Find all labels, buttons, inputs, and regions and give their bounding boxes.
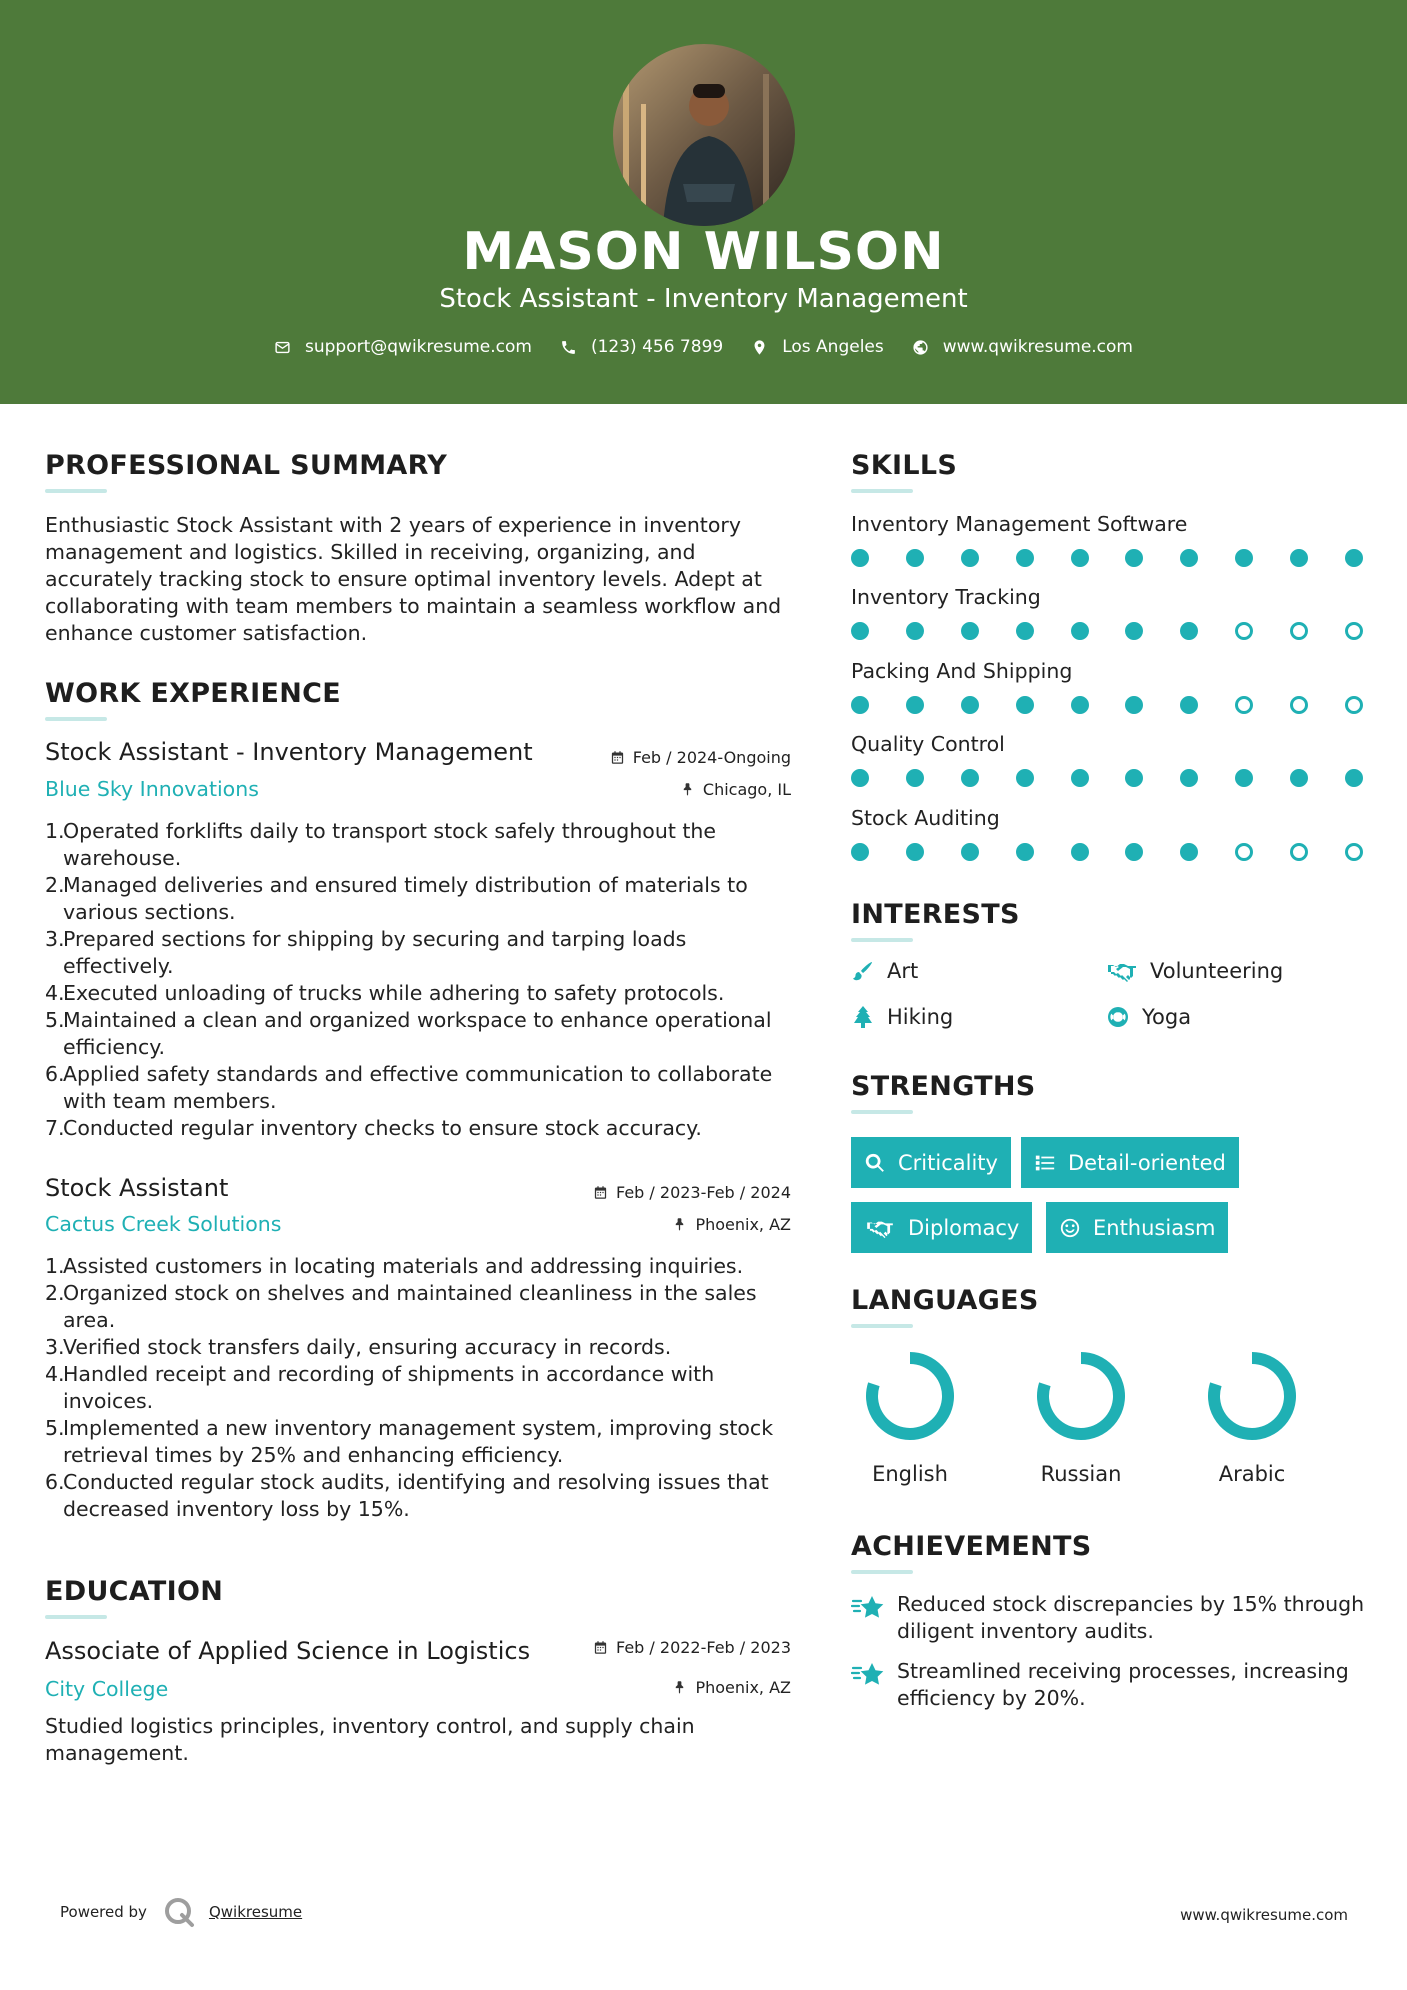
- rating-dot-filled: [1125, 696, 1143, 714]
- profile-photo-image: [613, 44, 795, 226]
- job-bullets-2: [45, 1253, 800, 1523]
- summary-heading-underline: [45, 489, 107, 493]
- rating-dot-filled: [1016, 622, 1034, 640]
- rating-dot-filled: [1071, 549, 1089, 567]
- list-item: 2. Managed deliveries and ensured timely distribution of materials to various sections.: [45, 873, 748, 924]
- language-progress-arc: [872, 1358, 948, 1434]
- rating-dot-filled: [1125, 622, 1143, 640]
- skill-name-4: Quality Control: [851, 732, 1005, 756]
- strength-detail-oriented: Detail-oriented: [1021, 1137, 1239, 1188]
- language-arabic: Arabic: [1197, 1350, 1307, 1486]
- rating-dot-filled: [1180, 843, 1198, 861]
- smile-icon: [1059, 1217, 1081, 1239]
- rating-dot-empty: [1345, 622, 1363, 640]
- rating-dot-empty: [1290, 843, 1308, 861]
- paintbrush-icon: [851, 959, 875, 983]
- list-item: 5. Implemented a new inventory management system, improving stock retrieval times by 25% and enhancing efficiency.: [45, 1416, 774, 1467]
- footer-website[interactable]: www.qwikresume.com: [1180, 1906, 1348, 1924]
- education-heading: EDUCATION: [45, 1576, 224, 1607]
- language-progress-arc: [1214, 1358, 1290, 1434]
- lifering-icon: [1106, 1005, 1130, 1029]
- rating-dot-filled: [961, 549, 979, 567]
- rating-dot-filled: [961, 696, 979, 714]
- job-location-2: Phoenix, AZ: [672, 1215, 791, 1234]
- rating-dot-filled: [906, 843, 924, 861]
- rating-dot-filled: [1235, 549, 1253, 567]
- summary-heading: PROFESSIONAL SUMMARY: [45, 450, 448, 481]
- strengths-heading-underline: [851, 1110, 913, 1114]
- list-item: 1. Assisted customers in locating materials and addressing inquiries.: [45, 1254, 744, 1278]
- phone-icon: [560, 339, 577, 356]
- footer-brand-link[interactable]: Qwikresume: [208, 1903, 303, 1921]
- pushpin-icon: [672, 1680, 687, 1695]
- calendar-icon: [610, 750, 625, 765]
- candidate-name: MASON WILSON: [462, 222, 945, 282]
- achievements-heading: ACHIEVEMENTS: [851, 1531, 1092, 1562]
- star-award-icon: [851, 1660, 885, 1690]
- rating-dot-filled: [1071, 843, 1089, 861]
- language-progress-ring: [1035, 1350, 1127, 1442]
- languages-heading: LANGUAGES: [851, 1285, 1039, 1316]
- skill-name-5: Stock Auditing: [851, 806, 1000, 830]
- skill-rating-4: [851, 768, 1363, 788]
- education-location: Phoenix, AZ: [672, 1678, 791, 1697]
- language-english: English: [855, 1350, 965, 1486]
- contact-location: Los Angeles: [751, 337, 884, 357]
- list-item: 4. Executed unloading of trucks while adhering to safety protocols.: [45, 981, 725, 1005]
- education-school: City College: [45, 1677, 169, 1701]
- list-item: 3. Verified stock transfers daily, ensuring accuracy in records.: [45, 1335, 672, 1359]
- pushpin-icon: [672, 1217, 687, 1232]
- skill-rating-3: [851, 695, 1363, 715]
- rating-dot-filled: [851, 769, 869, 787]
- map-pin-icon: [751, 339, 768, 356]
- job-company-1: Blue Sky Innovations: [45, 777, 259, 801]
- education-description: Studied logistics principles, inventory control, and supply chain management.: [45, 1714, 695, 1765]
- strength-criticality: Criticality: [851, 1137, 1011, 1188]
- search-icon: [864, 1152, 886, 1174]
- list-item: 3. Prepared sections for shipping by securing and tarping loads effectively.: [45, 927, 687, 978]
- contact-website[interactable]: www.qwikresume.com: [912, 337, 1133, 357]
- rating-dot-filled: [1071, 622, 1089, 640]
- rating-dot-filled: [1180, 549, 1198, 567]
- rating-dot-empty: [1290, 696, 1308, 714]
- skill-rating-2: [851, 621, 1363, 641]
- rating-dot-filled: [1290, 549, 1308, 567]
- star-award-icon: [851, 1593, 885, 1623]
- rating-dot-filled: [906, 549, 924, 567]
- rating-dot-filled: [1235, 769, 1253, 787]
- strength-diplomacy: Diplomacy: [851, 1202, 1032, 1253]
- rating-dot-filled: [1071, 769, 1089, 787]
- job-title-2: Stock Assistant: [45, 1174, 229, 1202]
- list-item: 5. Maintained a clean and organized workspace to enhance operational efficiency.: [45, 1008, 772, 1059]
- list-item: 7. Conducted regular inventory checks to ensure stock accuracy.: [45, 1116, 702, 1140]
- language-progress-ring: [864, 1350, 956, 1442]
- rating-dot-filled: [1345, 549, 1363, 567]
- skill-rating-1: [851, 548, 1363, 568]
- rating-dot-filled: [1016, 843, 1034, 861]
- list-item: 6. Applied safety standards and effective communication to collaborate with team members.: [45, 1062, 773, 1113]
- job-title-1: Stock Assistant - Inventory Management: [45, 738, 533, 766]
- rating-dot-filled: [961, 622, 979, 640]
- list-item: 6. Conducted regular stock audits, identifying and resolving issues that decreased inventory loss by 15%.: [45, 1470, 769, 1521]
- rating-dot-filled: [906, 769, 924, 787]
- rating-dot-filled: [1071, 696, 1089, 714]
- contact-bar: [0, 337, 1407, 357]
- list-item: 2. Organized stock on shelves and maintained cleanliness in the sales area.: [45, 1281, 757, 1332]
- list-item: 1. Operated forklifts daily to transport stock safely throughout the warehouse.: [45, 819, 717, 870]
- interest-hiking: Hiking: [851, 1005, 953, 1029]
- strength-enthusiasm: Enthusiasm: [1046, 1202, 1228, 1253]
- interests-heading: INTERESTS: [851, 899, 1020, 930]
- envelope-icon: [274, 339, 291, 356]
- candidate-title: Stock Assistant - Inventory Management: [439, 284, 968, 314]
- job-location-1: Chicago, IL: [680, 780, 791, 799]
- education-degree: Associate of Applied Science in Logistics: [45, 1637, 531, 1665]
- interest-art: Art: [851, 959, 918, 983]
- skills-heading: SKILLS: [851, 450, 958, 481]
- rating-dot-empty: [1290, 622, 1308, 640]
- profile-photo: [613, 44, 795, 226]
- rating-dot-empty: [1235, 696, 1253, 714]
- job-company-2: Cactus Creek Solutions: [45, 1212, 282, 1236]
- skill-name-1: Inventory Management Software: [851, 512, 1188, 536]
- rating-dot-filled: [961, 843, 979, 861]
- rating-dot-filled: [1290, 769, 1308, 787]
- interests-heading-underline: [851, 938, 913, 942]
- achievements-heading-underline: [851, 1570, 913, 1574]
- resume-header: [0, 0, 1407, 404]
- contact-phone[interactable]: (123) 456 7899: [560, 337, 723, 357]
- achievement-item-2: Streamlined receiving processes, increasing efficiency by 20%.: [851, 1658, 1371, 1712]
- rating-dot-filled: [1180, 696, 1198, 714]
- rating-dot-empty: [1345, 843, 1363, 861]
- skill-rating-5: [851, 842, 1363, 862]
- rating-dot-filled: [1016, 696, 1034, 714]
- handshake-icon: [1106, 959, 1138, 983]
- skill-name-3: Packing And Shipping: [851, 659, 1073, 683]
- rating-dot-empty: [1235, 843, 1253, 861]
- languages-heading-underline: [851, 1324, 913, 1328]
- education-dates: Feb / 2022-Feb / 2023: [593, 1638, 791, 1657]
- rating-dot-filled: [1016, 549, 1034, 567]
- rating-dot-filled: [1125, 843, 1143, 861]
- rating-dot-filled: [851, 549, 869, 567]
- calendar-icon: [593, 1640, 608, 1655]
- tree-icon: [851, 1005, 875, 1029]
- globe-icon: [912, 339, 929, 356]
- rating-dot-filled: [961, 769, 979, 787]
- interest-yoga: Yoga: [1106, 1005, 1191, 1029]
- qwikresume-logo-icon: [163, 1896, 195, 1928]
- rating-dot-filled: [1125, 769, 1143, 787]
- list-icon: [1034, 1152, 1056, 1174]
- achievement-item-1: Reduced stock discrepancies by 15% through diligent inventory audits.: [851, 1591, 1371, 1645]
- interest-volunteering: Volunteering: [1106, 959, 1283, 983]
- experience-heading-underline: [45, 717, 107, 721]
- rating-dot-filled: [1180, 622, 1198, 640]
- footer-powered-by: Powered by Qwikresume: [60, 1896, 302, 1928]
- job-bullets-1: [45, 818, 800, 1142]
- job-dates-2: Feb / 2023-Feb / 2024: [593, 1183, 791, 1202]
- experience-heading: WORK EXPERIENCE: [45, 678, 341, 709]
- language-progress-arc: [1043, 1358, 1119, 1434]
- pushpin-icon: [680, 782, 695, 797]
- rating-dot-filled: [1345, 769, 1363, 787]
- summary-text: Enthusiastic Stock Assistant with 2 years of experience in inventory management and logistics. Skilled in receiving, organizing, and accurately tracking stock to ensure optimal inventory levels. Adept at collaborating with team members to maintain a seamless workflow and enhance customer satisfaction.: [45, 513, 782, 645]
- handshake-icon: [864, 1217, 896, 1239]
- rating-dot-filled: [851, 843, 869, 861]
- rating-dot-filled: [906, 696, 924, 714]
- language-progress-ring: [1206, 1350, 1298, 1442]
- rating-dot-empty: [1235, 622, 1253, 640]
- rating-dot-filled: [1016, 769, 1034, 787]
- skills-heading-underline: [851, 489, 913, 493]
- rating-dot-filled: [1180, 769, 1198, 787]
- contact-email[interactable]: support@qwikresume.com: [274, 337, 532, 357]
- rating-dot-empty: [1345, 696, 1363, 714]
- language-russian: Russian: [1026, 1350, 1136, 1486]
- rating-dot-filled: [1125, 549, 1143, 567]
- rating-dot-filled: [851, 622, 869, 640]
- strengths-heading: STRENGTHS: [851, 1071, 1036, 1102]
- education-heading-underline: [45, 1615, 107, 1619]
- rating-dot-filled: [906, 622, 924, 640]
- list-item: 4. Handled receipt and recording of shipments in accordance with invoices.: [45, 1362, 715, 1413]
- rating-dot-filled: [851, 696, 869, 714]
- job-dates-1: Feb / 2024-Ongoing: [610, 748, 791, 767]
- calendar-icon: [593, 1185, 608, 1200]
- skill-name-2: Inventory Tracking: [851, 585, 1041, 609]
